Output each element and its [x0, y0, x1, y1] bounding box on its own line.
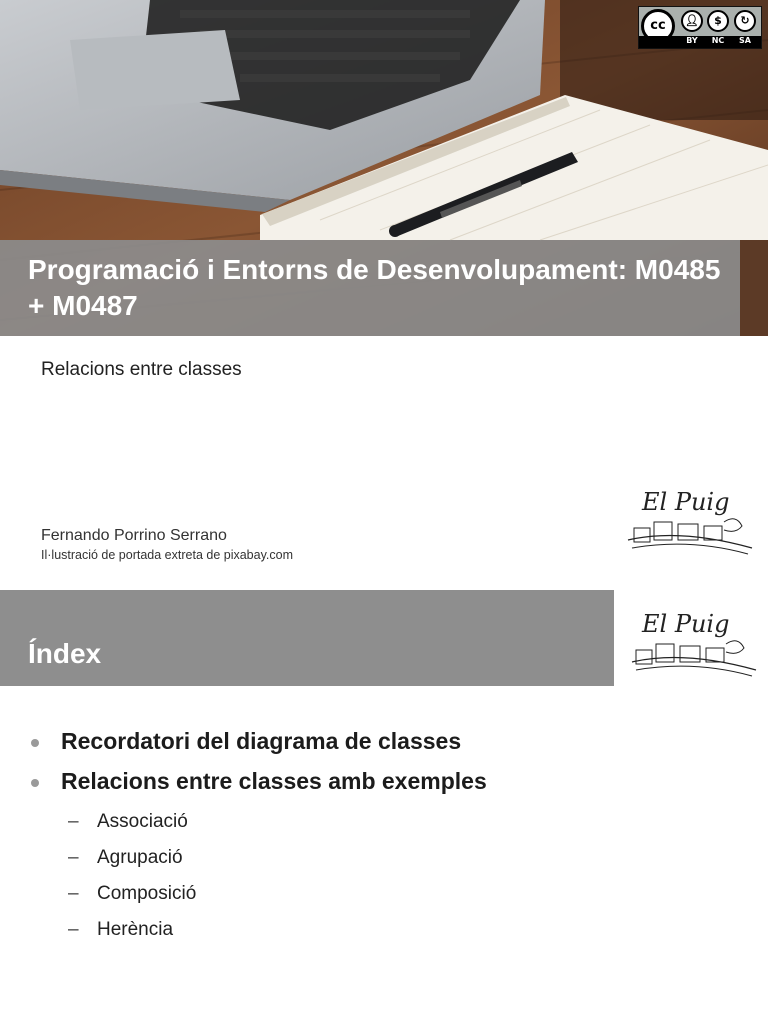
bullet-text: Recordatori del diagrama de classes [61, 728, 462, 754]
person-icon: 👤︎ [681, 10, 703, 32]
bullet-dot [31, 739, 39, 747]
sub-bullet-text: Agrupació [97, 847, 183, 868]
sub-list-item: – Associació [68, 811, 188, 832]
sub-bullet-text: Herència [97, 919, 174, 940]
sub-list-item: – Composició [68, 883, 197, 904]
sub-list [28, 810, 728, 954]
slide-subtitle: Relacions entre classes [41, 359, 242, 380]
svg-text:El Puig: El Puig [642, 488, 730, 516]
index-list [28, 726, 728, 954]
sub-bullet-text: Composició [97, 883, 197, 904]
school-logo [624, 598, 760, 684]
license-sa-label: SA [739, 36, 751, 45]
bullet-dot [31, 779, 39, 787]
license-by-label: BY [686, 36, 698, 45]
sub-bullet-text: Associació [97, 811, 188, 832]
title-band [0, 240, 740, 336]
author-name: Fernando Porrino Serrano [41, 527, 227, 544]
share-alike-icon: ↻ [734, 10, 756, 32]
license-nc-label: NC [711, 36, 725, 45]
list-item [28, 726, 728, 766]
list-item [28, 766, 728, 806]
image-credit: Il·lustració de portada extreta de pixabay.com [41, 548, 293, 562]
no-dollar-icon: $ [707, 10, 729, 32]
sub-list-item: – Agrupació [68, 847, 183, 868]
course-title: Programació i Entorns de Desenvolupament: M0485 + M0487 [28, 254, 721, 321]
index-slide [0, 588, 768, 1024]
index-band [0, 590, 614, 686]
cc-license-badge[interactable] [638, 6, 762, 49]
school-logo [620, 478, 756, 564]
sub-list-item: – Herència [68, 919, 174, 940]
bullet-text: Relacions entre classes amb exemples [61, 768, 487, 794]
svg-text:El Puig: El Puig [642, 610, 730, 638]
index-heading: Índex [28, 638, 102, 669]
cc-icon: cc [641, 9, 675, 43]
